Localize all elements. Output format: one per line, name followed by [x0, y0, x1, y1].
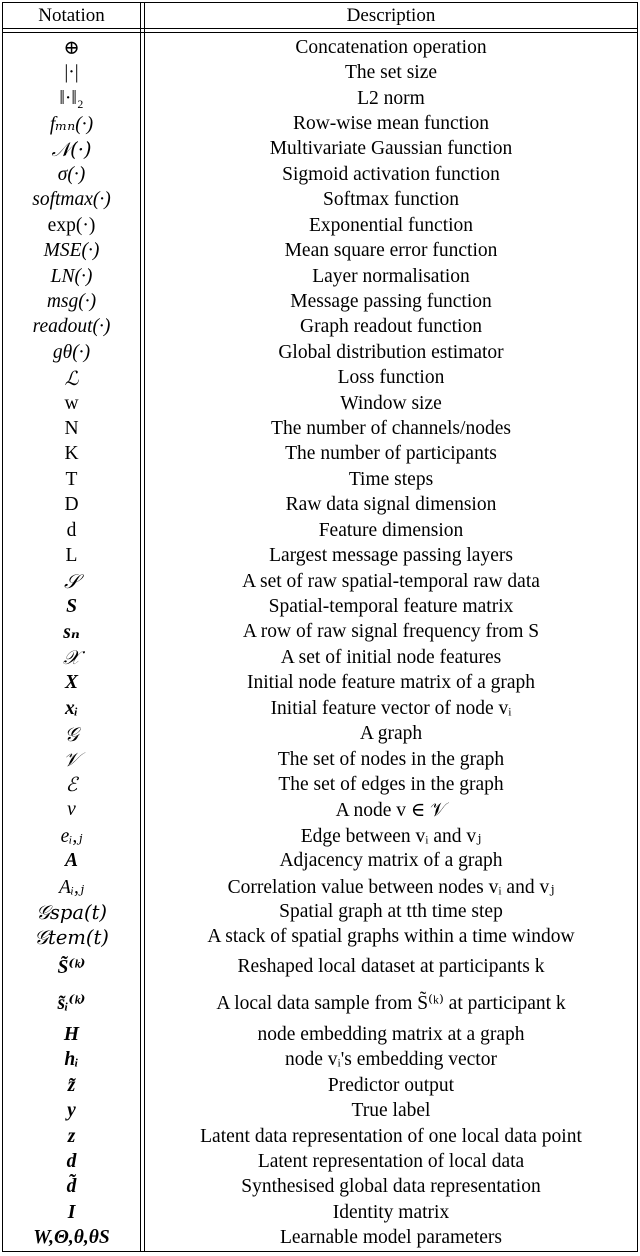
table-row — [3, 442, 637, 467]
description-cell: Identity matrix — [332, 1201, 450, 1223]
notation-cell: S̃⁽ᵏ⁾ — [57, 957, 86, 979]
description-cell: A set of raw spatial-temporal raw data — [242, 570, 540, 592]
notation-cell: 𝒢 — [64, 722, 79, 746]
table-row — [3, 984, 637, 1022]
description-cell: Correlation value between nodes vᵢ and vⱼ — [227, 876, 555, 898]
table-row — [3, 493, 637, 518]
notation-cell: z — [67, 1125, 76, 1147]
description-cell: Global distribution estimator — [278, 341, 504, 363]
description-cell: Multivariate Gaussian function — [269, 138, 513, 160]
table-row — [3, 823, 637, 848]
description-cell: Graph readout function — [300, 316, 482, 338]
description-cell: A node v ∈ 𝒱 — [335, 800, 447, 822]
notation-cell: 𝒩(·) — [51, 137, 92, 161]
description-cell: Edge between vᵢ and vⱼ — [300, 825, 482, 847]
description-cell: Mean square error function — [284, 240, 498, 262]
header-rule — [3, 28, 637, 29]
description-cell: Latent data representation of one local data point — [200, 1125, 582, 1147]
notation-cell: 𝒳 — [63, 646, 80, 670]
description-cell: Initial feature vector of node vᵢ — [270, 697, 512, 719]
notation-cell: W,Θ,θ,θS — [33, 1227, 110, 1249]
table-row — [3, 1048, 637, 1073]
notation-cell: 𝒱 — [63, 748, 80, 772]
description-cell: Layer normalisation — [312, 265, 470, 287]
header-rule — [3, 32, 637, 33]
description-cell: Feature dimension — [318, 519, 464, 541]
table-row — [3, 1149, 637, 1174]
table-row — [3, 543, 637, 568]
table-row — [3, 594, 637, 619]
notation-cell: N — [64, 418, 79, 440]
table-body — [3, 35, 637, 1251]
table-row — [3, 721, 637, 746]
notation-cell: readout(·) — [32, 316, 111, 338]
table-row — [3, 162, 637, 187]
description-cell: L2 norm — [357, 87, 425, 109]
table-row — [3, 1124, 637, 1149]
notation-cell: d̃ — [66, 1176, 77, 1198]
table-row — [3, 365, 637, 390]
notation-cell: H — [63, 1023, 80, 1045]
notation-cell: ‖·‖₂ — [59, 87, 84, 109]
table-row — [3, 1098, 637, 1123]
table-row — [3, 188, 637, 213]
notation-cell: exp(·) — [47, 214, 96, 236]
description-cell: A graph — [359, 723, 423, 745]
notation-cell: ℰ — [65, 773, 78, 797]
notation-cell: D — [64, 494, 79, 516]
notation-cell: eᵢ,ⱼ — [60, 825, 83, 847]
description-cell: Largest message passing layers — [269, 545, 513, 567]
table-row — [3, 289, 637, 314]
description-cell: Row-wise mean function — [292, 112, 490, 134]
description-cell: node vᵢ's embedding vector — [285, 1049, 497, 1071]
description-cell: Raw data signal dimension — [285, 494, 497, 516]
table-row — [3, 798, 637, 823]
table-row — [3, 264, 637, 289]
table-row — [3, 391, 637, 416]
notation-cell: Aᵢ,ⱼ — [58, 876, 85, 898]
notation-cell: d — [66, 1151, 77, 1172]
notation-cell: xᵢ — [64, 697, 79, 719]
description-cell: Synthesised global data representation — [241, 1176, 541, 1198]
notation-cell: S — [66, 595, 77, 617]
table-row — [3, 899, 637, 924]
table-row — [3, 416, 637, 441]
table-row — [3, 696, 637, 721]
table-row — [3, 1200, 637, 1225]
notation-cell: 𝒮 — [63, 570, 80, 594]
table-row — [3, 1226, 637, 1251]
table-header — [3, 3, 637, 28]
table-row — [3, 1022, 637, 1047]
table-row — [3, 747, 637, 772]
description-cell: Sigmoid activation function — [282, 163, 500, 185]
notation-cell: w — [64, 392, 79, 414]
table-row — [3, 925, 637, 950]
notation-cell: y — [67, 1100, 76, 1122]
notation-cell: T — [65, 468, 78, 490]
description-cell: A stack of spatial graphs within a time window — [207, 926, 575, 948]
notation-cell: hᵢ — [64, 1049, 79, 1071]
notation-cell: ℒ — [64, 366, 79, 390]
description-cell: Window size — [340, 392, 442, 414]
notation-cell: σ(·) — [57, 163, 86, 185]
table-row — [3, 467, 637, 492]
table-row — [3, 1073, 637, 1098]
table-row — [3, 86, 637, 111]
notation-cell: I — [67, 1201, 76, 1223]
notation-cell: L — [65, 545, 78, 567]
description-cell: True label — [351, 1100, 431, 1122]
notation-cell: fₘₙ(·) — [49, 113, 94, 135]
notation-cell: 𝒢tem(t) — [34, 925, 109, 949]
table-row — [3, 60, 637, 85]
notation-cell: A — [64, 850, 78, 872]
table-row — [3, 1175, 637, 1200]
description-cell: The set of edges in the graph — [278, 773, 504, 795]
table-row — [3, 620, 637, 645]
description-cell: Predictor output — [327, 1074, 455, 1096]
description-cell: The number of channels/nodes — [271, 418, 511, 440]
notation-table — [2, 2, 638, 1252]
description-cell: The set size — [344, 62, 438, 84]
notation-cell: |·| — [64, 62, 79, 84]
table-row — [3, 874, 637, 899]
description-cell: Loss function — [337, 367, 445, 389]
table-row — [3, 137, 637, 162]
table-row — [3, 671, 637, 696]
description-cell: Latent representation of local data — [257, 1151, 525, 1172]
table-row — [3, 111, 637, 136]
description-cell: A set of initial node features — [280, 646, 502, 668]
table-row — [3, 213, 637, 238]
table-row — [3, 315, 637, 340]
notation-cell: LN(·) — [50, 265, 93, 287]
notation-cell: X — [64, 672, 78, 694]
table-row — [3, 340, 637, 365]
description-cell: The number of participants — [285, 443, 497, 465]
description-cell: Exponential function — [308, 214, 474, 236]
description-cell: A local data sample from S̃⁽ᵏ⁾ at participant k — [216, 993, 566, 1015]
notation-cell: MSE(·) — [43, 240, 100, 262]
description-cell: Reshaped local dataset at participants k — [237, 956, 545, 978]
notation-cell: K — [64, 443, 79, 465]
table-row — [3, 238, 637, 263]
description-cell: A row of raw signal frequency from S — [242, 621, 540, 643]
notation-cell: v — [67, 799, 76, 821]
description-cell: Spatial-temporal feature matrix — [268, 595, 514, 617]
description-cell: Time steps — [348, 468, 434, 490]
description-cell: Softmax function — [323, 189, 459, 211]
table-row — [3, 35, 637, 60]
description-cell: Adjacency matrix of a graph — [279, 850, 503, 872]
table-row — [3, 849, 637, 874]
header-notation: Notation — [38, 5, 105, 26]
notation-cell: ⊕ — [63, 37, 80, 59]
table-row — [3, 645, 637, 670]
table-row — [3, 569, 637, 594]
header-description: Description — [346, 5, 436, 26]
notation-cell: 𝒢spa(t) — [35, 900, 108, 924]
notation-cell: gθ(·) — [52, 341, 91, 363]
notation-cell: s̃ᵢ⁽ᵏ⁾ — [57, 993, 86, 1015]
table-row — [3, 950, 637, 984]
description-cell: Message passing function — [290, 290, 492, 312]
notation-cell: z̃ — [67, 1074, 76, 1096]
description-cell: Concatenation operation — [295, 36, 487, 58]
notation-cell: msg(·) — [46, 290, 97, 312]
description-cell: The set of nodes in the graph — [277, 748, 505, 770]
description-cell: Spatial graph at tth time step — [279, 901, 503, 923]
notation-cell: softmax(·) — [32, 189, 111, 211]
notation-cell: d — [66, 519, 77, 541]
table-row — [3, 518, 637, 543]
description-cell: Learnable model parameters — [280, 1227, 502, 1249]
notation-cell: sₙ — [63, 622, 80, 644]
table-row — [3, 772, 637, 797]
description-cell: Initial node feature matrix of a graph — [246, 672, 536, 694]
description-cell: node embedding matrix at a graph — [257, 1023, 525, 1045]
